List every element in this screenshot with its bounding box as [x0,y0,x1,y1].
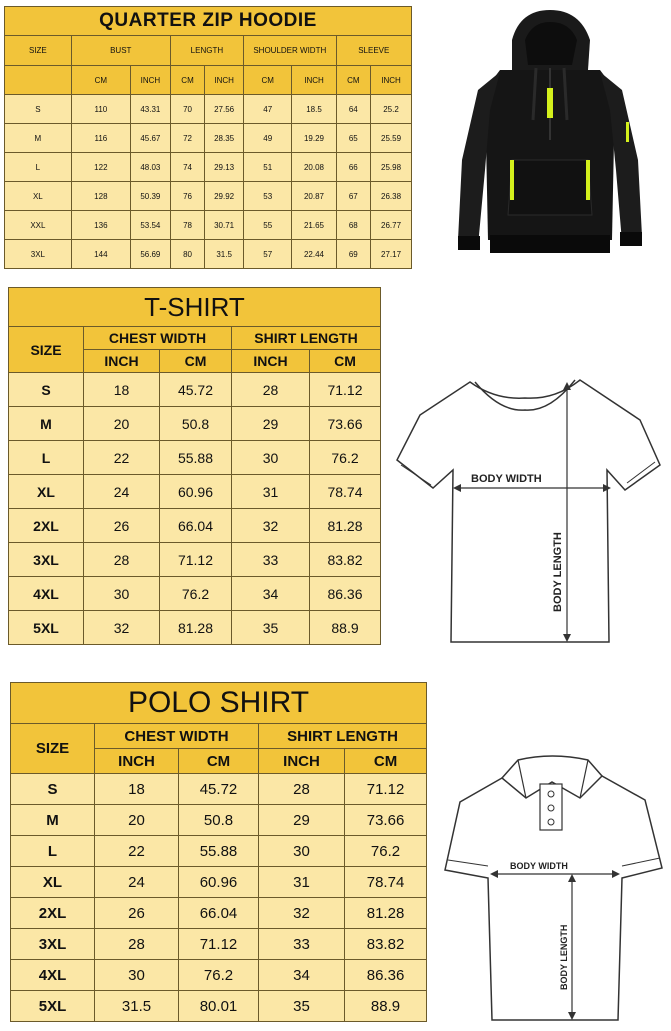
value-cell: 45.72 [179,774,259,805]
value-cell: 50.8 [179,805,259,836]
value-cell: 24 [84,475,160,509]
value-cell: 29.13 [205,153,244,182]
value-cell: 31.5 [205,240,244,269]
value-cell: 22 [84,441,160,475]
table-row [9,475,381,509]
value-cell: 28.35 [205,124,244,153]
value-cell: 56.69 [130,240,170,269]
hoodie-bust-header: BUST [71,36,170,66]
table-row [11,991,427,1022]
table-row [5,153,412,182]
value-cell: 18 [95,774,179,805]
size-cell: 4XL [9,577,84,611]
value-cell: 34 [259,960,345,991]
value-cell: 27.56 [205,95,244,124]
value-cell: 55.88 [179,836,259,867]
size-cell: XL [5,182,72,211]
polo-chest-header: CHEST WIDTH [95,724,259,749]
value-cell: 30 [259,836,345,867]
value-cell: 22.44 [292,240,336,269]
size-cell: 3XL [9,543,84,577]
value-cell: 25.98 [371,153,412,182]
value-cell: 35 [232,611,310,645]
size-cell: 2XL [9,509,84,543]
hoodie-sleeve-header: SLEEVE [336,36,411,66]
value-cell: 78 [170,211,204,240]
value-cell: 76 [170,182,204,211]
value-cell: 88.9 [310,611,381,645]
polo-rows [11,774,427,1022]
polo-size-table [10,682,427,1022]
value-cell: 43.31 [130,95,170,124]
value-cell: 26.38 [371,182,412,211]
value-cell: 60.96 [160,475,232,509]
tshirt-measurement-diagram [385,290,670,654]
value-cell: 28 [84,543,160,577]
hoodie-unit-blank [5,66,72,95]
size-cell: 3XL [11,929,95,960]
value-cell: 48.03 [130,153,170,182]
value-cell: 24 [95,867,179,898]
value-cell: 49 [244,124,292,153]
value-cell: 55 [244,211,292,240]
tshirt-unit: INCH [84,350,160,373]
value-cell: 73.66 [310,407,381,441]
value-cell: 76.2 [160,577,232,611]
table-row [9,441,381,475]
value-cell: 86.36 [310,577,381,611]
table-row [11,867,427,898]
value-cell: 110 [71,95,130,124]
size-cell: M [11,805,95,836]
value-cell: 81.28 [310,509,381,543]
table-row [9,611,381,645]
value-cell: 27.17 [371,240,412,269]
size-cell: 5XL [9,611,84,645]
hoodie-unit: CM [71,66,130,95]
value-cell: 64 [336,95,370,124]
value-cell: 50.39 [130,182,170,211]
value-cell: 70 [170,95,204,124]
hoodie-unit: CM [244,66,292,95]
size-cell: XL [9,475,84,509]
value-cell: 22 [95,836,179,867]
value-cell: 51 [244,153,292,182]
value-cell: 19.29 [292,124,336,153]
value-cell: 81.28 [160,611,232,645]
size-cell: 4XL [11,960,95,991]
value-cell: 72 [170,124,204,153]
value-cell: 30.71 [205,211,244,240]
value-cell: 76.2 [179,960,259,991]
tshirt-length-header: SHIRT LENGTH [232,327,381,350]
value-cell: 71.12 [179,929,259,960]
value-cell: 25.2 [371,95,412,124]
size-cell: 3XL [5,240,72,269]
value-cell: 18 [84,373,160,407]
value-cell: 69 [336,240,370,269]
value-cell: 78.74 [310,475,381,509]
value-cell: 60.96 [179,867,259,898]
size-cell: XL [11,867,95,898]
value-cell: 31.5 [95,991,179,1022]
value-cell: 71.12 [160,543,232,577]
value-cell: 25.59 [371,124,412,153]
value-cell: 32 [232,509,310,543]
tshirt-length-label: BODY LENGTH [552,532,564,612]
value-cell: 76.2 [310,441,381,475]
value-cell: 50.8 [160,407,232,441]
table-row [11,898,427,929]
polo-unit: CM [345,749,427,774]
value-cell: 67 [336,182,370,211]
table-row [5,211,412,240]
value-cell: 45.67 [130,124,170,153]
table-row [9,543,381,577]
hoodie-rows [5,95,412,269]
polo-length-label: BODY LENGTH [559,924,569,990]
value-cell: 83.82 [310,543,381,577]
value-cell: 55.88 [160,441,232,475]
hoodie-unit: INCH [205,66,244,95]
polo-length-header: SHIRT LENGTH [259,724,427,749]
tshirt-unit: INCH [232,350,310,373]
value-cell: 57 [244,240,292,269]
size-cell: XXL [5,211,72,240]
size-cell: L [9,441,84,475]
polo-title: POLO SHIRT [11,683,427,724]
table-row [9,577,381,611]
value-cell: 18.5 [292,95,336,124]
value-cell: 21.65 [292,211,336,240]
table-row [9,373,381,407]
polo-width-label: BODY WIDTH [510,861,568,871]
polo-unit: CM [179,749,259,774]
value-cell: 20.08 [292,153,336,182]
value-cell: 20 [95,805,179,836]
value-cell: 32 [84,611,160,645]
value-cell: 144 [71,240,130,269]
value-cell: 66.04 [179,898,259,929]
hoodie-shoulder-header: SHOULDER WIDTH [244,36,337,66]
value-cell: 28 [95,929,179,960]
hoodie-product-image [440,10,660,260]
value-cell: 88.9 [345,991,427,1022]
table-row [9,509,381,543]
size-cell: 2XL [11,898,95,929]
value-cell: 20.87 [292,182,336,211]
value-cell: 29 [259,805,345,836]
value-cell: 66.04 [160,509,232,543]
size-cell: L [5,153,72,182]
table-row [11,805,427,836]
table-row [9,407,381,441]
hoodie-unit: INCH [292,66,336,95]
table-row [11,960,427,991]
value-cell: 33 [259,929,345,960]
value-cell: 65 [336,124,370,153]
polo-size-header: SIZE [11,724,95,774]
value-cell: 20 [84,407,160,441]
value-cell: 86.36 [345,960,427,991]
value-cell: 26 [84,509,160,543]
hoodie-length-header: LENGTH [170,36,243,66]
table-row [5,124,412,153]
value-cell: 74 [170,153,204,182]
value-cell: 31 [232,475,310,509]
polo-unit: INCH [95,749,179,774]
table-row [5,182,412,211]
value-cell: 80.01 [179,991,259,1022]
size-cell: S [5,95,72,124]
value-cell: 68 [336,211,370,240]
hoodie-unit: INCH [130,66,170,95]
value-cell: 28 [259,774,345,805]
hoodie-size-table [4,6,412,269]
tshirt-rows [9,373,381,645]
value-cell: 29 [232,407,310,441]
table-row [11,929,427,960]
value-cell: 76.2 [345,836,427,867]
size-cell: L [11,836,95,867]
value-cell: 66 [336,153,370,182]
value-cell: 73.66 [345,805,427,836]
value-cell: 116 [71,124,130,153]
value-cell: 47 [244,95,292,124]
tshirt-unit: CM [310,350,381,373]
tshirt-size-table [8,287,381,645]
value-cell: 80 [170,240,204,269]
polo-unit: INCH [259,749,345,774]
tshirt-unit: CM [160,350,232,373]
size-cell: M [9,407,84,441]
hoodie-size-header: SIZE [5,36,72,66]
table-row [11,774,427,805]
value-cell: 128 [71,182,130,211]
value-cell: 45.72 [160,373,232,407]
tshirt-width-label: BODY WIDTH [471,473,542,485]
size-cell: M [5,124,72,153]
size-cell: 5XL [11,991,95,1022]
value-cell: 28 [232,373,310,407]
value-cell: 34 [232,577,310,611]
table-row [5,95,412,124]
hoodie-unit: INCH [371,66,412,95]
value-cell: 83.82 [345,929,427,960]
value-cell: 31 [259,867,345,898]
value-cell: 29.92 [205,182,244,211]
value-cell: 53.54 [130,211,170,240]
value-cell: 71.12 [310,373,381,407]
value-cell: 122 [71,153,130,182]
tshirt-chest-header: CHEST WIDTH [84,327,232,350]
value-cell: 30 [84,577,160,611]
tshirt-title: T-SHIRT [9,288,381,327]
value-cell: 30 [232,441,310,475]
value-cell: 35 [259,991,345,1022]
hoodie-unit: CM [170,66,204,95]
value-cell: 53 [244,182,292,211]
value-cell: 136 [71,211,130,240]
value-cell: 26 [95,898,179,929]
value-cell: 30 [95,960,179,991]
value-cell: 81.28 [345,898,427,929]
value-cell: 33 [232,543,310,577]
tshirt-size-header: SIZE [9,327,84,373]
hoodie-title: QUARTER ZIP HOODIE [5,7,412,36]
table-row [5,240,412,269]
size-cell: S [11,774,95,805]
value-cell: 26.77 [371,211,412,240]
polo-measurement-diagram [440,690,665,1025]
size-cell: S [9,373,84,407]
hoodie-unit: CM [336,66,370,95]
value-cell: 32 [259,898,345,929]
value-cell: 71.12 [345,774,427,805]
value-cell: 78.74 [345,867,427,898]
table-row [11,836,427,867]
